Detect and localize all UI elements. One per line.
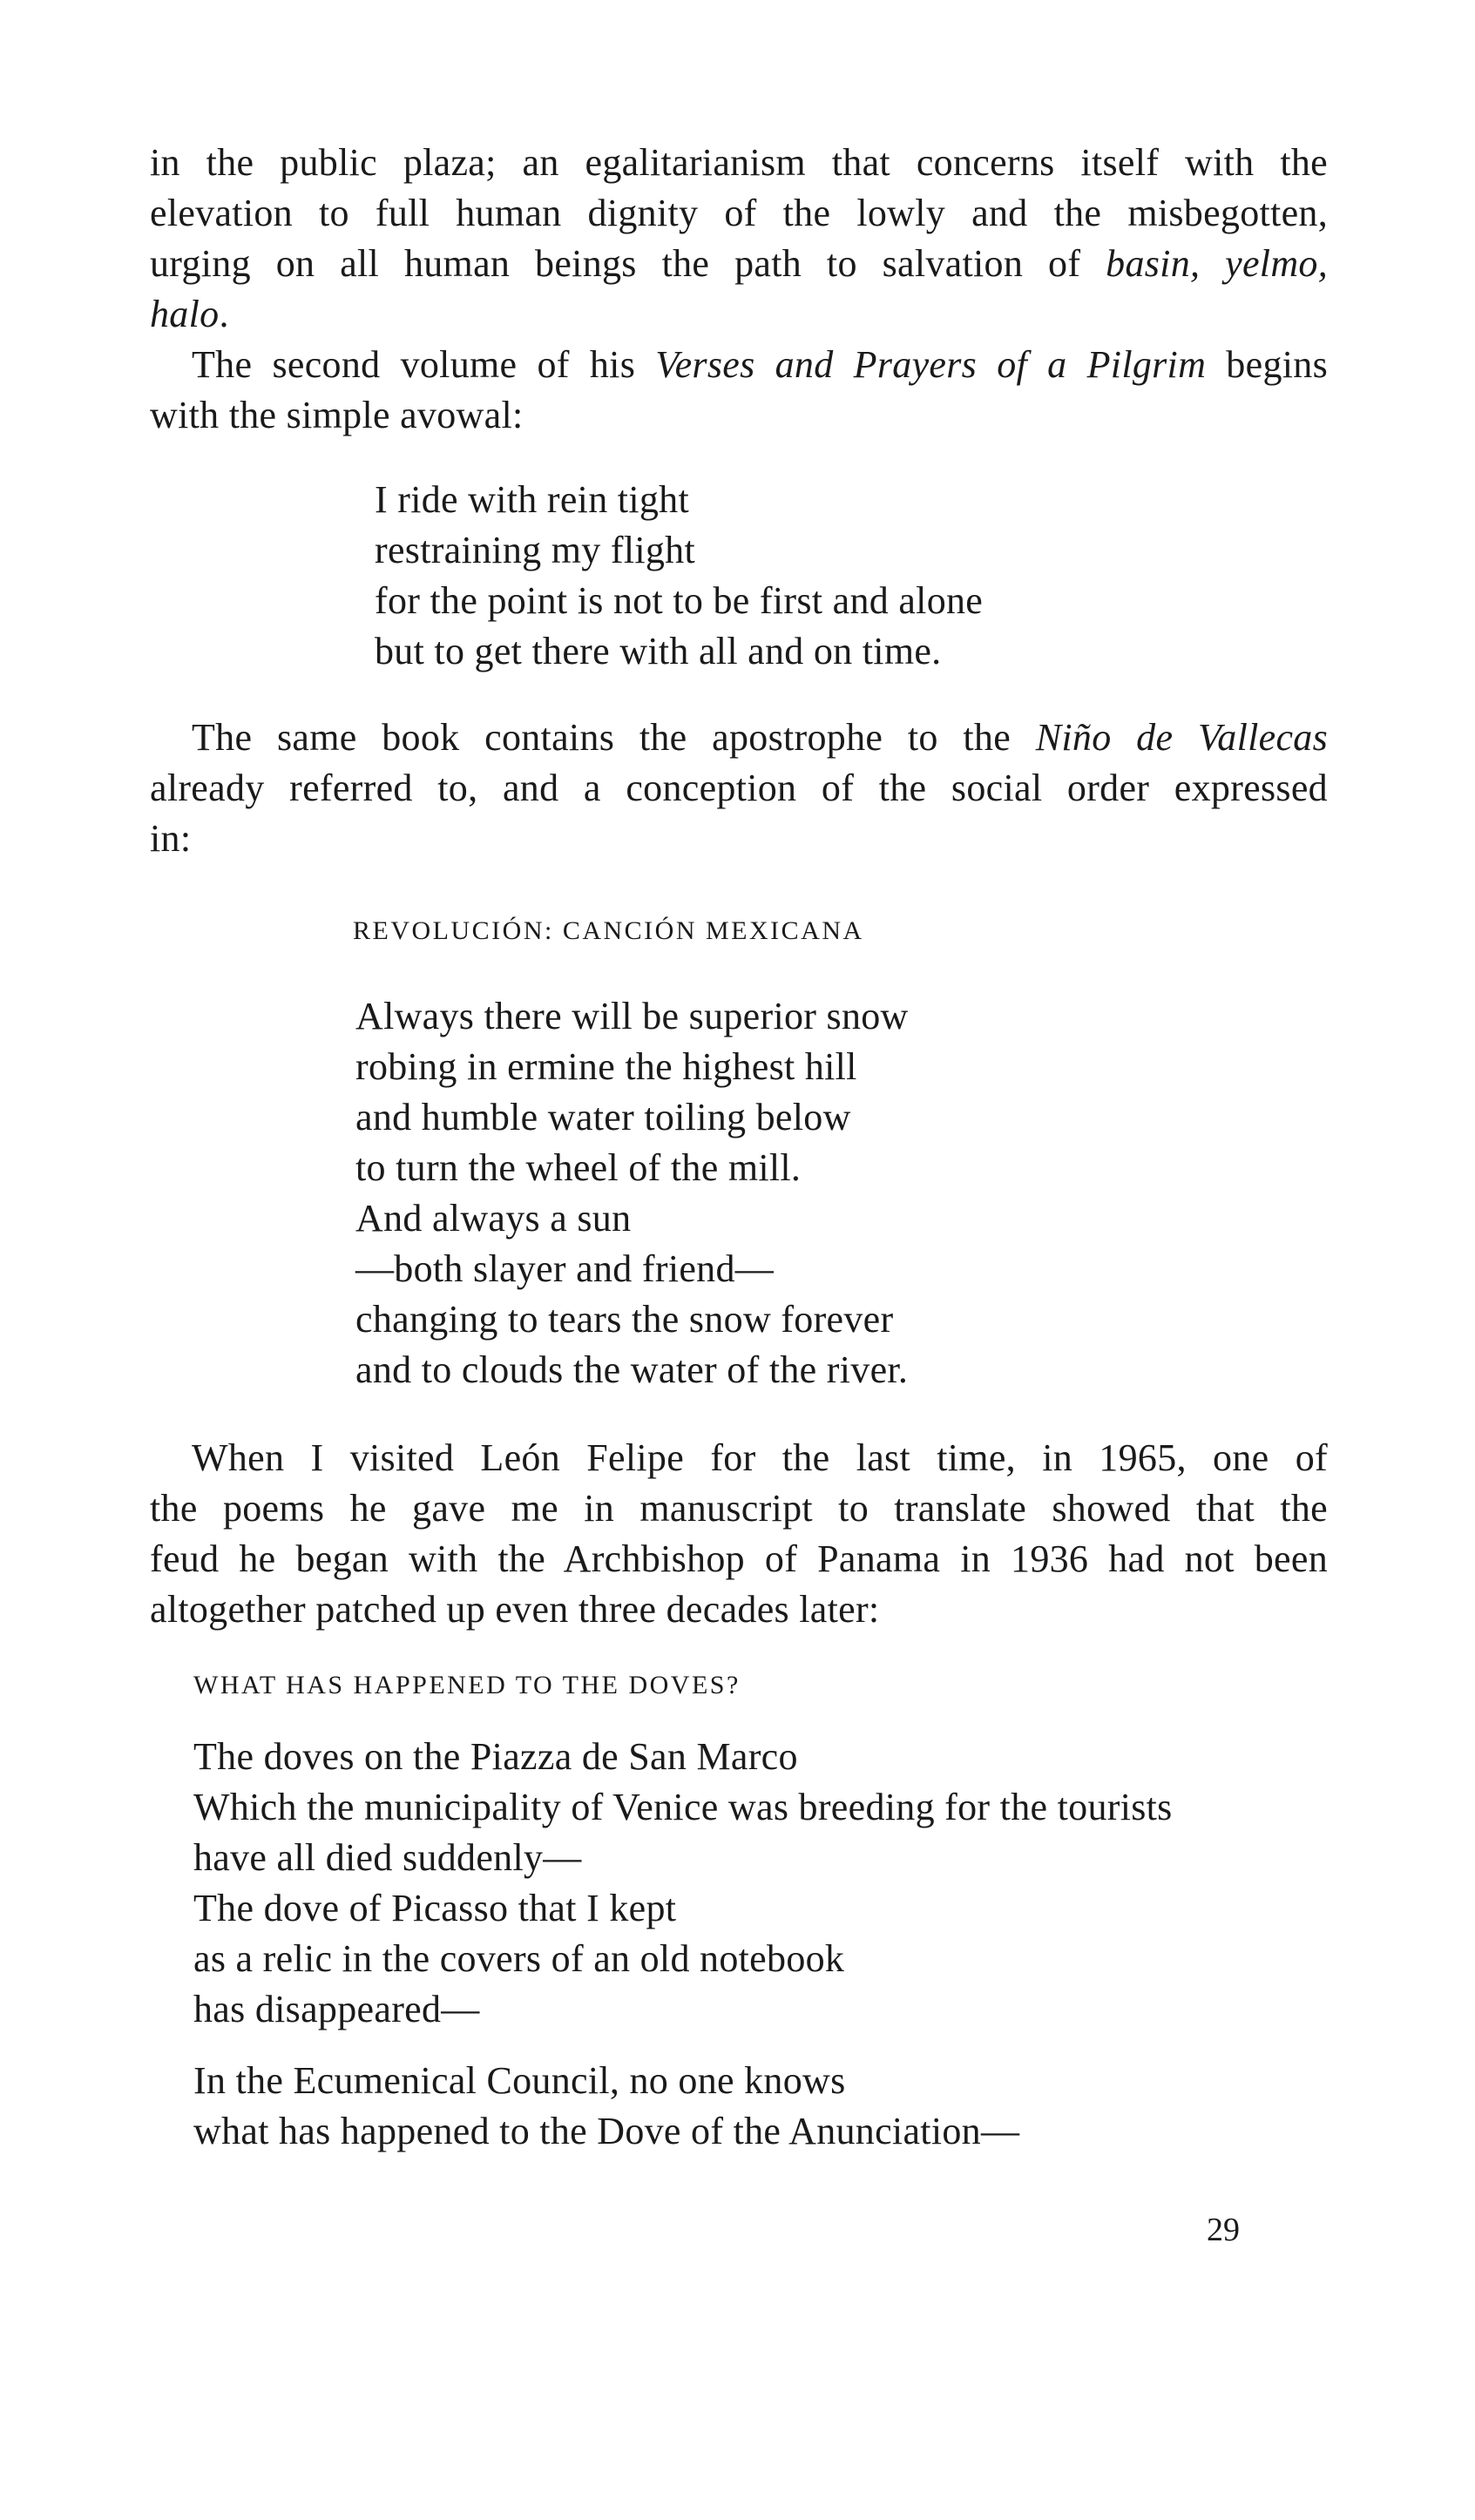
italic-text: halo <box>150 293 220 335</box>
text-segment: The same book contains the apostrophe to the <box>192 716 1036 759</box>
verse-line: I ride with rein tight <box>375 478 689 521</box>
text-line: in: <box>150 817 192 860</box>
verse-line: restraining my flight <box>375 529 696 571</box>
text-segment: urging on all human beings the path to salvation of <box>150 242 1106 285</box>
italic-text: basin, yelmo, <box>1106 242 1329 285</box>
paragraph-leon-felipe <box>150 1433 1328 1635</box>
verse-line: and humble water toiling below <box>355 1096 851 1138</box>
text-line: elevation to full human dignity of the lowly and the misbegotten, <box>150 192 1328 234</box>
text-line: the poems he gave me in manuscript to translate showed that the <box>150 1487 1328 1530</box>
text-line: feud he began with the Archbishop of Panama in 1936 had not been <box>150 1537 1328 1580</box>
verse-line: robing in ermine the highest hill <box>355 1045 857 1088</box>
text-line <box>150 713 1328 763</box>
verse-line: have all died suddenly— <box>193 1836 582 1879</box>
verse-revolucion <box>355 991 909 1395</box>
text-line <box>150 239 1328 289</box>
verse-doves <box>193 1732 1173 2035</box>
text-segment: The second volume of his <box>192 343 656 386</box>
book-title: Verses and Prayers of a Pilgrim <box>655 343 1207 386</box>
text-line <box>150 340 1328 390</box>
poem-heading-doves: WHAT HAS HAPPENED TO THE DOVES? <box>193 1671 741 1699</box>
page-number: 29 <box>1207 2212 1240 2248</box>
paragraph-same-book <box>150 713 1328 864</box>
text-line: already referred to, and a conception of the social order expressed <box>150 767 1328 809</box>
poem-title: Niño de Vallecas <box>1035 716 1328 759</box>
paragraph-continuation <box>150 138 1328 340</box>
verse-line: Which the municipality of Venice was breeding for the tourists <box>193 1786 1173 1828</box>
verse-line: Always there will be superior snow <box>355 995 909 1037</box>
paragraph-verses-and-prayers <box>150 340 1328 441</box>
verse-line: The dove of Picasso that I kept <box>193 1887 677 1929</box>
verse-line: has disappeared— <box>193 1988 480 2030</box>
verse-line: And always a sun <box>355 1197 632 1240</box>
verse-line: what has happened to the Dove of the Anunciation— <box>193 2110 1020 2152</box>
verse-line: as a relic in the covers of an old notebook <box>193 1937 845 1980</box>
text-line <box>150 289 1328 340</box>
text-segment: . <box>219 293 229 335</box>
text-line: altogether patched up even three decades later: <box>150 1588 880 1631</box>
verse-line: but to get there with all and on time. <box>375 630 942 672</box>
text-line: with the simple avowal: <box>150 394 524 436</box>
verse-ecumenical-council <box>193 2056 1019 2157</box>
verse-line: and to clouds the water of the river. <box>355 1348 909 1391</box>
verse-line: changing to tears the snow forever <box>355 1298 894 1341</box>
verse-line: The doves on the Piazza de San Marco <box>193 1735 798 1778</box>
verse-line: —both slayer and friend— <box>355 1247 775 1290</box>
text-line: in the public plaza; an egalitarianism that concerns itself with the <box>150 141 1328 184</box>
verse-line: to turn the wheel of the mill. <box>355 1146 802 1189</box>
poem-heading-revolucion: REVOLUCIÓN: CANCIÓN MEXICANA <box>353 916 864 945</box>
text-line: When I visited León Felipe for the last time, in 1965, one of <box>192 1436 1328 1479</box>
text-segment: begins <box>1206 343 1328 386</box>
verse-line: In the Ecumenical Council, no one knows <box>193 2059 846 2102</box>
verse-line: for the point is not to be first and alone <box>375 579 984 622</box>
verse-avowal <box>375 475 983 677</box>
